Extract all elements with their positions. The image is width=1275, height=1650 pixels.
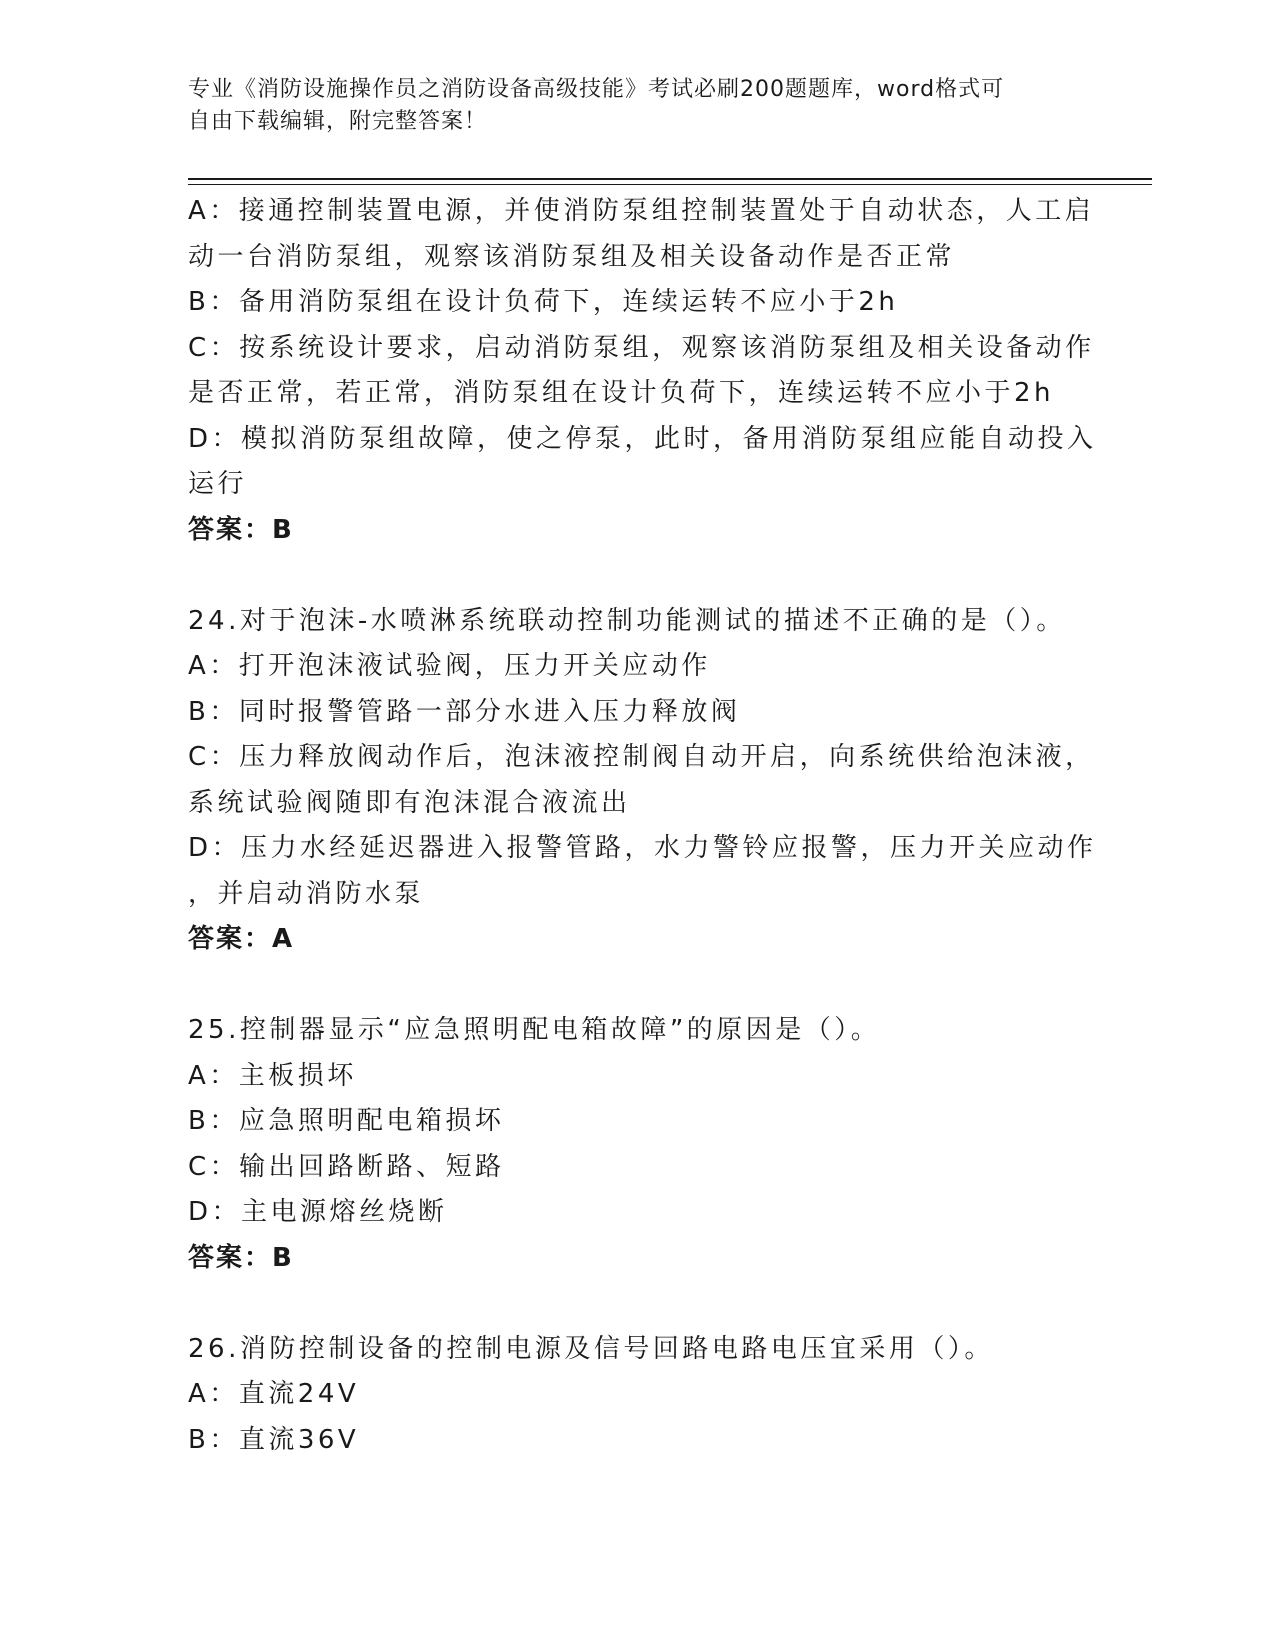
option-d-line-2: ，并启动消防水泵 <box>188 878 425 909</box>
answer: 答案：B <box>188 514 294 545</box>
option-b: B：应急照明配电箱损坏 <box>188 1106 505 1136</box>
header-rule-thick <box>188 178 1152 180</box>
question-text: 26.消防控制设备的控制电源及信号回路电路电压宜采用（）。 <box>188 1333 994 1364</box>
question-text: 24.对于泡沫-水喷淋系统联动控制功能测试的描述不正确的是（）。 <box>188 605 1066 636</box>
question-25 <box>188 1008 1088 1281</box>
option-d-line-1: D：模拟消防泵组故障，使之停泵，此时，备用消防泵组应能自动投入 <box>188 423 1097 454</box>
question-content <box>188 189 1097 1463</box>
question-24 <box>188 599 1097 963</box>
spacer <box>188 553 1088 599</box>
option-d-line-1: D：压力水经延迟器进入报警管路，水力警铃应报警，压力开关应动作 <box>188 833 1097 863</box>
option-d: D：主电源熔丝烧断 <box>188 1197 448 1227</box>
option-c-line-1: C：压力释放阀动作后，泡沫液控制阀自动开启，向系统供给泡沫液， <box>188 742 1095 772</box>
question-23 <box>188 189 1097 553</box>
option-a-line-2: 动一台消防泵组，观察该消防泵组及相关设备动作是否正常 <box>188 241 956 272</box>
answer: 答案：A <box>188 924 295 954</box>
question-text: 25.控制器显示“应急照明配电箱故障”的原因是（）。 <box>188 1015 881 1045</box>
option-b: B：直流36V <box>188 1424 360 1455</box>
header-line-2: 自由下载编辑，附完整答案！ <box>188 109 488 134</box>
option-c-line-1: C：按系统设计要求，启动消防泵组，观察该消防泵组及相关设备动作 <box>188 332 1095 363</box>
question-26 <box>188 1327 1088 1464</box>
option-b: B：备用消防泵组在设计负荷下，连续运转不应小于2h <box>188 287 899 317</box>
header-line-1: 专业《消防设施操作员之消防设备高级技能》考试必刷200题题库，word格式可 <box>188 77 1005 102</box>
header-rule-thin <box>188 184 1152 185</box>
document-header <box>188 74 1068 138</box>
option-c-line-2: 是否正常，若正常，消防泵组在设计负荷下，连续运转不应小于2h <box>188 378 1055 408</box>
option-c-line-2: 系统试验阀随即有泡沫混合液流出 <box>188 787 631 818</box>
spacer <box>188 1281 1088 1327</box>
option-c: C：输出回路断路、短路 <box>188 1151 505 1182</box>
option-a: A：打开泡沫液试验阀，压力开关应动作 <box>188 651 711 681</box>
option-a: A：直流24V <box>188 1379 360 1409</box>
answer: 答案：B <box>188 1242 294 1273</box>
option-d-line-2: 运行 <box>188 469 248 499</box>
spacer <box>188 963 1088 1009</box>
option-b: B：同时报警管路一部分水进入压力释放阀 <box>188 696 741 727</box>
option-a-line-1: A：接通控制装置电源，并使消防泵组控制装置处于自动状态，人工启 <box>188 196 1095 226</box>
option-a: A：主板损坏 <box>188 1060 357 1091</box>
